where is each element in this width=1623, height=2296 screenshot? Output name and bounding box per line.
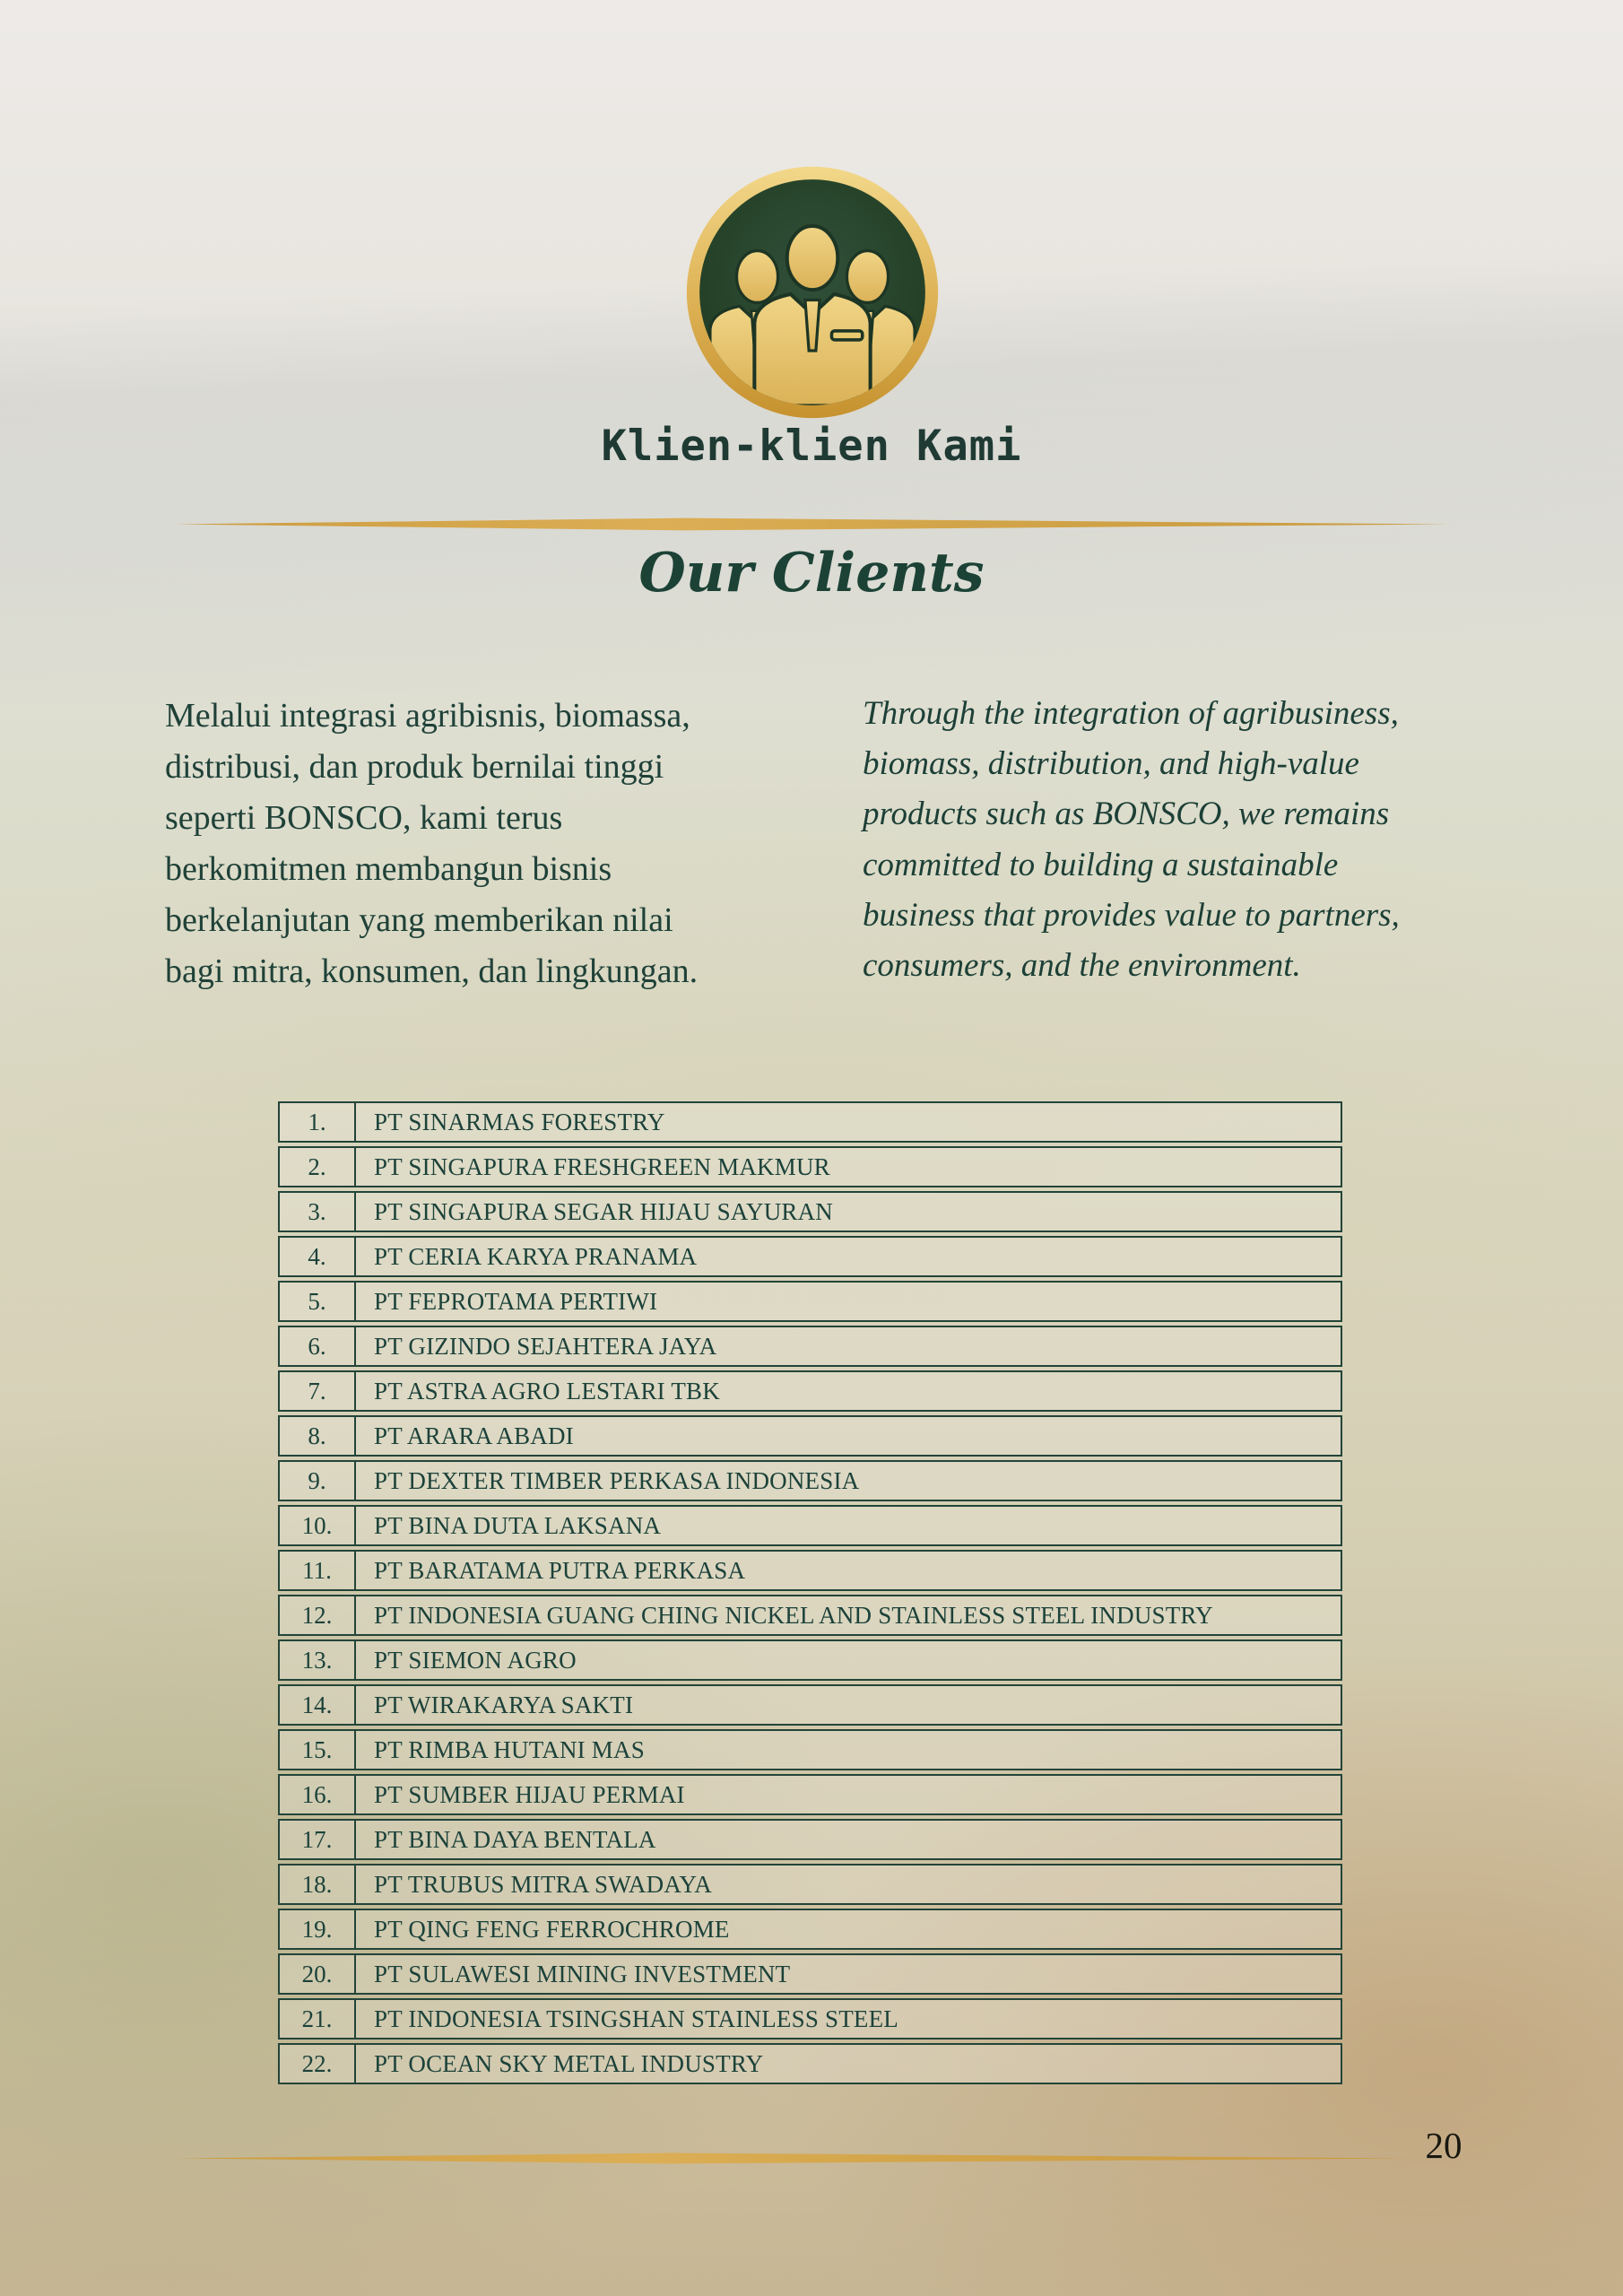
table-row xyxy=(278,1774,1342,1815)
row-name: PT GIZINDO SEJAHTERA JAYA xyxy=(374,1332,717,1360)
row-number: 10. xyxy=(280,1507,356,1544)
page-number: 20 xyxy=(1425,2125,1462,2166)
row-number: 17. xyxy=(280,1821,356,1858)
table-row xyxy=(278,1639,1342,1681)
row-name: PT CERIA KARYA PRANAMA xyxy=(374,1242,698,1270)
table-row xyxy=(278,1236,1342,1277)
row-name: PT BARATAMA PUTRA PERKASA xyxy=(374,1556,746,1584)
gold-divider-top xyxy=(175,517,1450,531)
row-number: 21. xyxy=(280,2000,356,2038)
row-name: PT INDONESIA GUANG CHING NICKEL AND STAINLESS STEEL INDUSTRY xyxy=(374,1601,1213,1629)
table-row xyxy=(278,1415,1342,1457)
row-number: 4. xyxy=(280,1238,356,1275)
row-name: PT TRUBUS MITRA SWADAYA xyxy=(374,1870,712,1898)
row-name: PT ASTRA AGRO LESTARI TBK xyxy=(374,1377,720,1405)
row-name: PT BINA DAYA BENTALA xyxy=(374,1825,656,1853)
row-name: PT RIMBA HUTANI MAS xyxy=(374,1735,645,1763)
row-number: 15. xyxy=(280,1731,356,1769)
table-row xyxy=(278,1191,1342,1232)
row-name: PT BINA DUTA LAKSANA xyxy=(374,1511,662,1539)
table-row xyxy=(278,1595,1342,1636)
row-number: 14. xyxy=(280,1686,356,1724)
row-name: PT SINARMAS FORESTRY xyxy=(374,1108,665,1135)
row-name: PT SINGAPURA FRESHGREEN MAKMUR xyxy=(374,1152,830,1180)
table-row xyxy=(278,1460,1342,1501)
row-name: PT WIRAKARYA SAKTI xyxy=(374,1691,634,1718)
table-row xyxy=(278,1909,1342,1950)
row-name: PT ARARA ABADI xyxy=(374,1422,574,1449)
row-number: 6. xyxy=(280,1327,356,1365)
row-number: 2. xyxy=(280,1148,356,1186)
row-number: 12. xyxy=(280,1596,356,1634)
gold-divider-bottom xyxy=(175,2152,1410,2164)
table-row xyxy=(278,1953,1342,1995)
table-row xyxy=(278,1684,1342,1726)
row-number: 8. xyxy=(280,1417,356,1455)
table-row xyxy=(278,1370,1342,1412)
row-name: PT SUMBER HIJAU PERMAI xyxy=(374,1780,685,1808)
row-number: 3. xyxy=(280,1193,356,1231)
table-row xyxy=(278,1864,1342,1905)
page-subtitle: Our Clients xyxy=(638,542,985,604)
table-row xyxy=(278,1505,1342,1546)
row-name: PT SINGAPURA SEGAR HIJAU SAYURAN xyxy=(374,1197,834,1225)
three-businesspeople-emblem-icon xyxy=(684,164,941,421)
intro-paragraph-indonesian: Melalui integrasi agribisnis, biomassa, distribusi, dan produk bernilai tinggi seperti BONSCO, kami terus berkomitmen membangun bisnis berkelanjutan yang memberikan nilai bagi mitra, konsumen, dan lingkungan. xyxy=(165,697,699,990)
row-name: PT SULAWESI MINING INVESTMENT xyxy=(374,1960,791,1987)
table-row xyxy=(278,1819,1342,1860)
row-number: 19. xyxy=(280,1910,356,1948)
row-number: 11. xyxy=(280,1552,356,1589)
row-name: PT SIEMON AGRO xyxy=(374,1646,577,1674)
row-number: 16. xyxy=(280,1776,356,1813)
row-name: PT DEXTER TIMBER PERKASA INDONESIA xyxy=(374,1466,860,1494)
table-row xyxy=(278,1326,1342,1367)
row-number: 1. xyxy=(280,1103,356,1141)
row-name: PT QING FENG FERROCHROME xyxy=(374,1915,730,1943)
row-number: 20. xyxy=(280,1955,356,1993)
table-row xyxy=(278,1101,1342,1143)
row-name: PT FEPROTAMA PERTIWI xyxy=(374,1287,658,1315)
table-row xyxy=(278,1729,1342,1770)
row-name: PT INDONESIA TSINGSHAN STAINLESS STEEL xyxy=(374,2005,898,2032)
row-number: 18. xyxy=(280,1866,356,1903)
page-title: Klien-klien Kami xyxy=(601,422,1022,471)
row-number: 7. xyxy=(280,1372,356,1410)
intro-paragraph-english: Through the integration of agribusiness, biomass, distribution, and high-value products such as BONSCO, we remains committed to building a sustainable business that provides value to partners, consumers, and the environment. xyxy=(863,695,1400,985)
clients-table xyxy=(278,1101,1342,2088)
row-number: 9. xyxy=(280,1462,356,1500)
table-row xyxy=(278,1281,1342,1322)
row-number: 22. xyxy=(280,2045,356,2083)
row-number: 13. xyxy=(280,1641,356,1679)
table-row xyxy=(278,1998,1342,2039)
row-name: PT OCEAN SKY METAL INDUSTRY xyxy=(374,2049,764,2077)
table-row xyxy=(278,2043,1342,2084)
table-row xyxy=(278,1550,1342,1591)
table-row xyxy=(278,1146,1342,1187)
row-number: 5. xyxy=(280,1283,356,1320)
